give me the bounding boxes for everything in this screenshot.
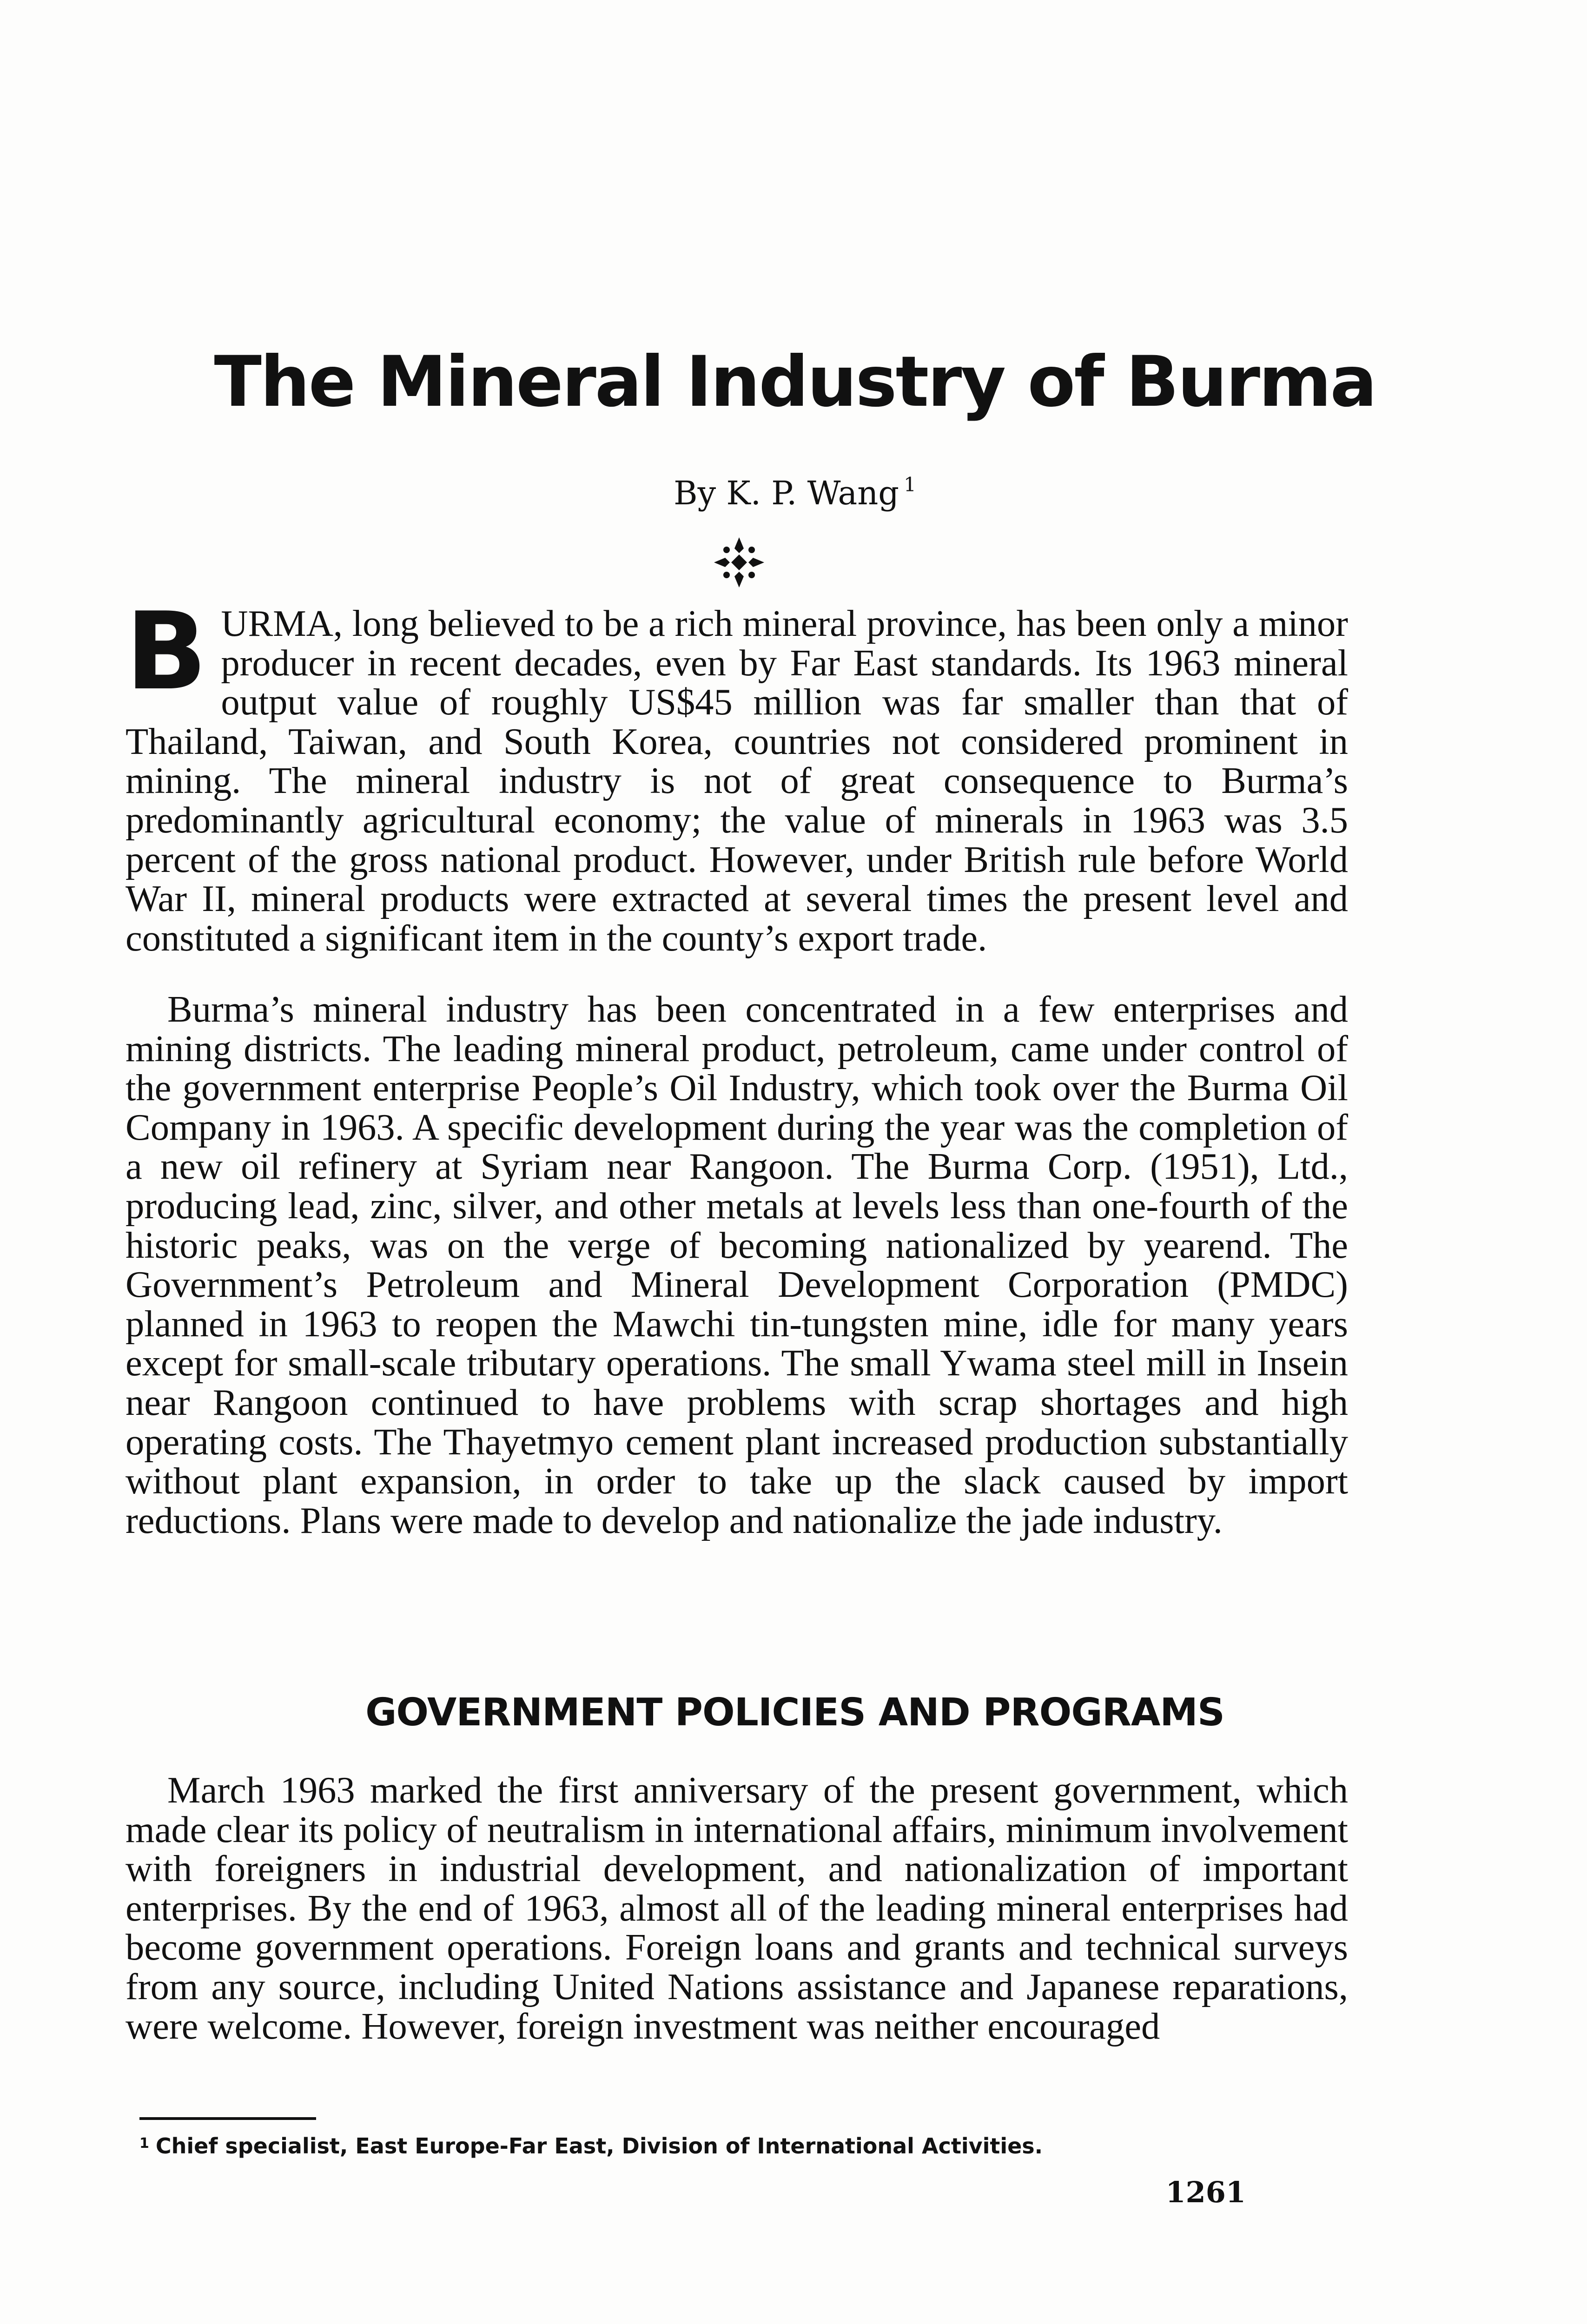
author-name: By K. P. Wang: [674, 474, 899, 512]
drop-cap: B: [126, 590, 207, 714]
section-heading: GOVERNMENT POLICIES AND PROGRAMS: [365, 1690, 1224, 1735]
footnote-marker: 1: [139, 2135, 149, 2152]
author-byline: [126, 474, 1464, 511]
paragraph-government-policies: [126, 1771, 1348, 2046]
quatrefoil-ornament-icon: [711, 535, 767, 590]
article-title: The Mineral Industry of Burma: [214, 342, 1376, 423]
paragraph-intro: [126, 590, 1348, 959]
paragraph-government-policies-text: March 1963 marked the first anniversary of the present government, which made clear its policy of neutralism in international affairs, minimum involvement with foreigners in industrial development, and nationalization of important enterprises. By the end of 1963, almost all of the leading mineral enterprises had become government operations. Foreign loans and grants and technical surveys from any source, including United Nations assistance and Japanese reparations, were welcome. However, foreign investment was neither encouraged: [126, 1769, 1348, 2047]
footnote-text: Chief specialist, East Europe-Far East, Division of International Activities.: [155, 2133, 1043, 2159]
footnote: [139, 2133, 1348, 2159]
footnote-reference: 1: [904, 473, 916, 496]
paragraph-intro-text: URMA, long believed to be a rich mineral province, has been only a minor producer in recent decades, even by Far East standards. Its 1963 mineral output value of roughly US$45 million was far smaller than that of Thailand, Taiwan, and South Korea, countries not considered prominent in mining. The mineral industry is not of great consequence to Burma’s predominantly agricultural economy; the value of minerals in 1963 was 3.5 percent of the gross national product. However, under British rule before World War II, mineral products were extracted at several times the present level and constituted a significant item in the county’s export trade.: [126, 603, 1348, 959]
paragraph-industry-overview-text: Burma’s mineral industry has been concentrated in a few enterprises and mining districts. The leading mineral product, petroleum, came under control of the government enterprise People’s Oil Industry, which took over the Burma Oil Company in 1963. A specific development during the year was the completion of a new oil refinery at Syriam near Rangoon. The Burma Corp. (1951), Ltd., producing lead, zinc, silver, and other metals at levels less than one-fourth of the historic peaks, was on the verge of becoming nationalized by yearend. The Government’s Petroleum and Mineral Development Corporation (PMDC) planned in 1963 to reopen the Mawchi tin-tungsten mine, idle for many years except for small-scale tributary operations. The small Ywama steel mill in Insein near Rangoon continued to have problems with scrap shortages and high operating costs. The Thayetmyo cement plant increased production substantially without plant expansion, in order to take up the slack caused by import reductions. Plans were made to develop and nationalize the jade industry.: [126, 989, 1348, 1541]
footnote-divider: [139, 2117, 316, 2120]
page-number: 1261: [1165, 2175, 1246, 2209]
paragraph-industry-overview: [126, 990, 1348, 1540]
